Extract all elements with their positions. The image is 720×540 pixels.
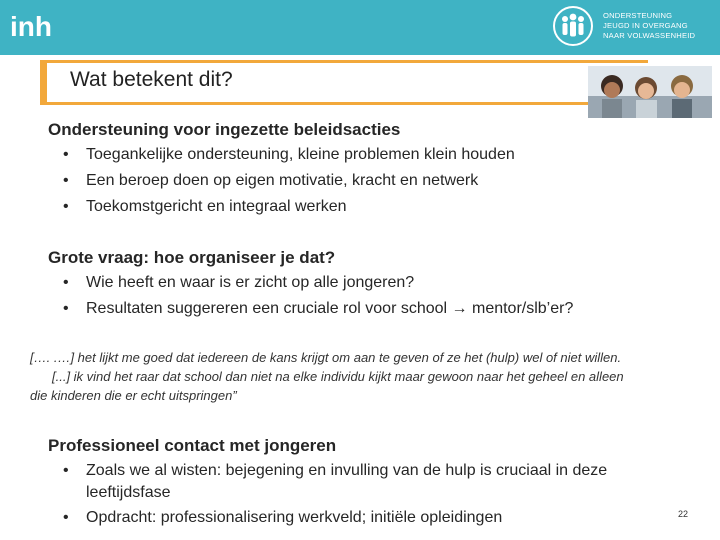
svg-text:inh: inh xyxy=(10,11,52,42)
bullet-marker: • xyxy=(63,198,69,215)
slide-title: Wat betekent dit? xyxy=(70,68,233,91)
list-item-continuation: leeftijdsfase xyxy=(86,484,171,501)
quote-line: […. .…] het lijkt me goed dat iedereen de kans krijgt om aan te geven of ze het (hulp) wel of niet willen. xyxy=(30,350,622,365)
list-item: Een beroep doen op eigen motivatie, kracht en netwerk xyxy=(86,172,479,189)
list-item: Wie heeft en waar is er zicht op alle jongeren? xyxy=(86,274,415,291)
program-logo-text: ONDERSTEUNING JEUGD IN OVERGANG NAAR VOLWASSENHEID xyxy=(603,11,696,40)
people-circle-icon xyxy=(553,6,593,46)
bullet-marker: • xyxy=(63,509,69,526)
list-item: Opdracht: professionalisering werkveld; initiële opleidingen xyxy=(86,509,503,526)
list-item: Toegankelijke ondersteuning, kleine problemen klein houden xyxy=(86,146,515,163)
youth-photo xyxy=(588,66,712,118)
page-number: 22 xyxy=(678,509,689,519)
list-item: Resultaten suggereren een cruciale rol voor school → mentor/slb’er? xyxy=(86,300,574,317)
quote-line: [...] ik vind het raar dat school dan niet na elke individu kijkt maar gewoon naar het geheel en alleen xyxy=(52,369,624,384)
list-item: Toekomstgericht en integraal werken xyxy=(86,198,347,215)
inh-logo xyxy=(10,10,60,44)
list-item: Zoals we al wisten: bejegening en invulling van de hulp is cruciaal in deze xyxy=(86,462,608,479)
section-heading-professioneel-contact: Professioneel contact met jongeren xyxy=(48,436,337,455)
bullet-marker: • xyxy=(63,300,69,317)
section-heading-beleidsacties: Ondersteuning voor ingezette beleidsacties xyxy=(48,120,401,139)
section-heading-grote-vraag: Grote vraag: hoe organiseer je dat? xyxy=(48,248,336,267)
program-logo xyxy=(553,6,718,48)
bullet-marker: • xyxy=(63,172,69,189)
bullet-marker: • xyxy=(63,462,69,479)
bullet-marker: • xyxy=(63,146,69,163)
bullet-marker: • xyxy=(63,274,69,291)
header-bar xyxy=(0,0,720,55)
quote-line: die kinderen die er echt uitspringen” xyxy=(30,388,237,403)
